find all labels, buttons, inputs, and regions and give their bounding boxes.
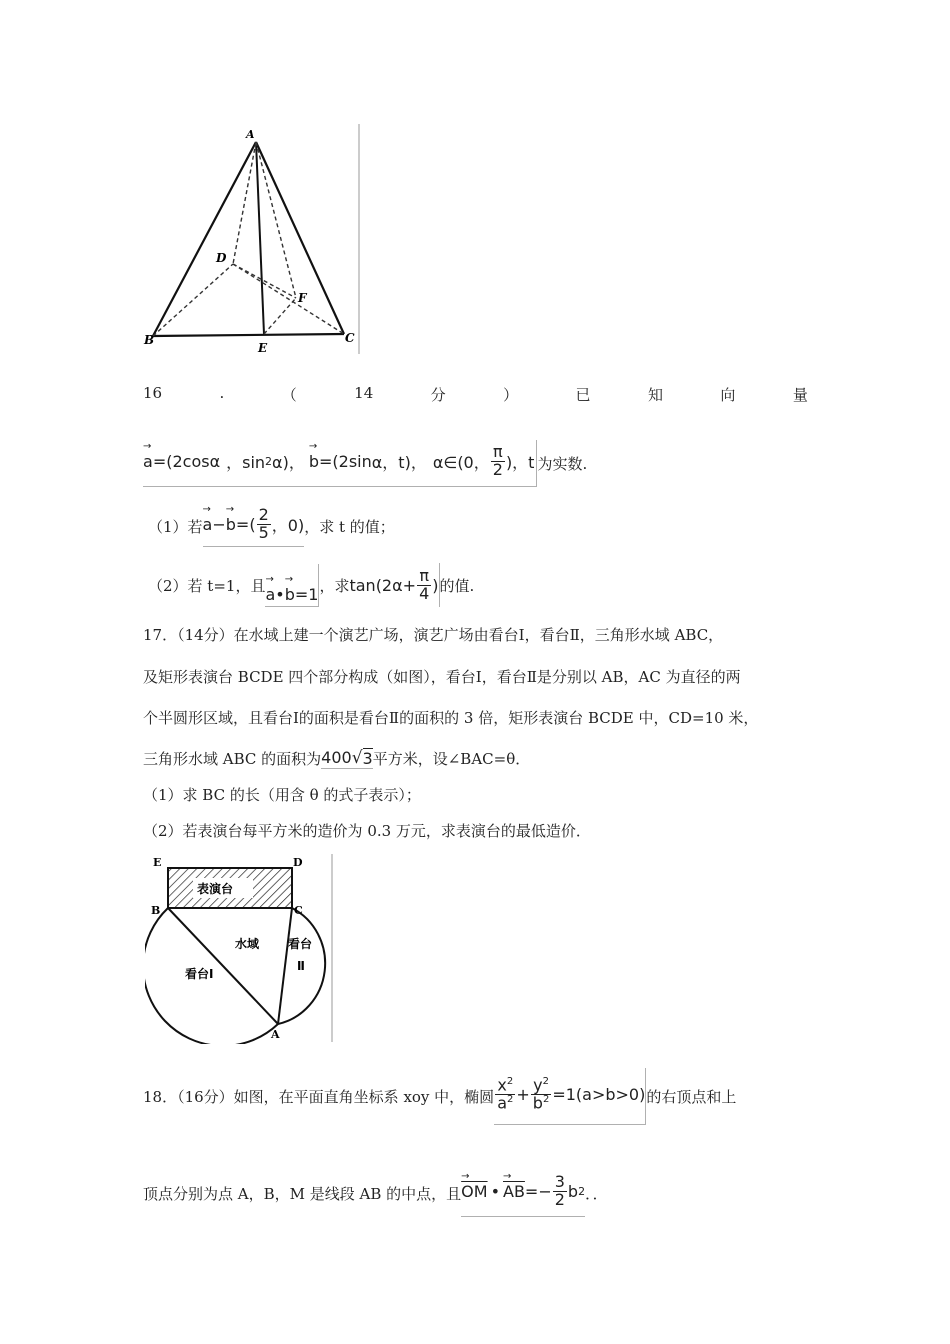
b-var: b <box>567 1182 579 1201</box>
q16-part1-equation <box>203 506 305 547</box>
tail-text: 为实数. <box>537 454 588 473</box>
eq-tail: =1(a>b>0) <box>552 1085 646 1104</box>
q17-part2: （2）若表演台每平方米的造价为 0.3 万元，求表演台的最低造价． <box>143 822 591 840</box>
fraction-pi-over-2 <box>491 444 505 479</box>
stand2-label-top: 看台 <box>288 937 313 951</box>
vec-a-expr: =(2cos <box>152 452 210 471</box>
q17-line1: 17．（14分）在水域上建一个演艺广场，演艺广场由看台Ⅰ，看台Ⅱ，三角形水域 ABC， <box>143 626 724 644</box>
stage-diagram <box>145 852 335 1044</box>
p2-four: 4 <box>419 583 430 603</box>
q18-suffix: 的右顶点和上 <box>646 1087 737 1106</box>
q16-header-6: 已 <box>575 386 591 404</box>
b2-den <box>531 1095 552 1112</box>
q18-line2-suffix: ．． <box>585 1184 608 1203</box>
tetrahedron-diagram <box>140 122 360 356</box>
vec-ab <box>503 1182 525 1201</box>
q18-line2-prefix: 顶点分别为点 A，B，M 是线段 AB 的中点，且 <box>143 1184 462 1203</box>
q18-prefix: 18．（16分）如图，在平面直角坐标系 xoy 中，椭圆 <box>143 1087 495 1106</box>
dot: • <box>490 1182 500 1201</box>
tetrahedron-figure <box>140 122 360 356</box>
p1-num: 2 <box>258 505 269 525</box>
q16-header <box>143 384 808 405</box>
x2-num <box>495 1077 515 1095</box>
label-E: E <box>153 856 162 869</box>
stage-label: 表演台 <box>197 882 234 896</box>
label-B: B <box>151 904 161 917</box>
q16-part2 <box>148 563 474 607</box>
q17-line2: 及矩形表演台 BCDE 四个部分构成（如图），看台Ⅰ，看台Ⅱ是分别以 AB，AC 为直径的两 <box>143 668 741 686</box>
alpha-2: α)， <box>272 453 305 472</box>
q17-line3: 个半圆形区域，且看台Ⅰ的面积是看台Ⅱ的面积的 3 倍，矩形表演台 BCDE 中，CD=10 米， <box>143 709 759 727</box>
label-A: A <box>271 1028 280 1041</box>
ab-text: $\overline{AB}$ <box>503 1182 525 1201</box>
p1-den: 5 <box>258 523 269 542</box>
q16-header-0: 16 <box>143 384 163 402</box>
y-var: y <box>533 1075 543 1095</box>
a-sup: 2 <box>507 1094 514 1105</box>
q16-header-8: 向 <box>720 386 736 404</box>
label-A: A <box>246 128 255 141</box>
two: 2 <box>554 1190 565 1209</box>
eq-minus: =− <box>524 1182 552 1201</box>
y2-num <box>531 1077 552 1095</box>
ellipse-equation <box>494 1068 646 1125</box>
q17-line4-prefix: 三角形水域 ABC 的面积为 <box>143 749 322 768</box>
plus: + <box>516 1085 530 1104</box>
p2-vec-b: → b <box>285 585 295 604</box>
fraction-y2-over-b2 <box>531 1077 552 1112</box>
b-var: b <box>532 1093 543 1113</box>
label-D: D <box>293 856 303 869</box>
sqrt-3: 3 <box>362 748 373 768</box>
label-C: C <box>345 331 355 345</box>
stand2-label-bottom: Ⅱ <box>297 959 305 973</box>
q16-part2-mid: ，求 <box>319 576 350 595</box>
q16-vector-equation <box>143 440 537 487</box>
a-var: a <box>497 1093 507 1113</box>
three: 3 <box>554 1172 565 1192</box>
q16-header-7: 知 <box>647 386 663 404</box>
dot-product-equation <box>461 1170 585 1217</box>
p1-eq: =( <box>235 515 256 534</box>
fraction-x2-over-a2 <box>495 1077 515 1112</box>
a2-den <box>495 1095 515 1112</box>
stand1-label: 看台Ⅰ <box>185 967 214 981</box>
label-C: C <box>294 904 303 917</box>
q16-header-1: . <box>219 384 225 402</box>
q18-line1 <box>143 1068 736 1124</box>
vector-b: → b <box>309 452 319 471</box>
vector-a: → a <box>143 452 153 471</box>
q16-header-9: 量 <box>792 386 808 404</box>
q16-header-2: （ <box>281 386 297 404</box>
water-label: 水域 <box>235 937 260 951</box>
q17-part1: （1）求 BC 的长（用含 θ 的式子表示）； <box>143 786 421 804</box>
area-400: 400 <box>321 748 352 767</box>
q16-vectors-line <box>143 440 587 486</box>
frac-den: 2 <box>492 460 503 479</box>
stage-figure <box>145 852 335 1044</box>
label-E: E <box>258 341 268 355</box>
vec-b-expr: =(2sin <box>319 452 372 471</box>
alpha-4: α∈(0， <box>432 453 490 472</box>
q16-header-5: ） <box>503 386 519 404</box>
fraction-2-over-5 <box>257 507 271 542</box>
q16-part2-prefix: （2）若 t=1，且 <box>148 576 266 595</box>
om-text: $\overline{OM}$ <box>461 1182 488 1201</box>
p1-vec-a: → a <box>203 515 213 534</box>
q16-part2-tan-expression <box>349 563 439 607</box>
x-var: x <box>497 1075 507 1095</box>
p1-end: ，0) <box>271 516 305 535</box>
alpha-3: α，t)， <box>371 453 427 472</box>
tail-t: )，t <box>505 453 535 472</box>
q16-header-3: 14 <box>354 384 374 402</box>
sqrt-sign: √ <box>351 747 363 768</box>
fraction-3-over-2 <box>553 1174 567 1209</box>
label-F: F <box>298 291 307 305</box>
y-sup: 2 <box>542 1075 549 1087</box>
p2-vec-a: → a <box>265 585 275 604</box>
q17-line4-suffix: 平方米，设∠BAC=θ． <box>372 749 531 768</box>
q17-line4 <box>143 744 530 772</box>
label-B: B <box>144 333 155 347</box>
fraction-pi-over-4 <box>417 565 431 603</box>
b-square: 2 <box>578 1185 586 1198</box>
comma-sin: ，sin <box>226 453 266 472</box>
frac-num: π <box>491 444 505 462</box>
p1-vec-b: → b <box>226 515 236 534</box>
p2-dot: • <box>275 584 285 604</box>
q18-line2 <box>143 1170 608 1216</box>
alpha-1: α <box>209 452 221 471</box>
q16-part2-suffix: 的值. <box>439 576 475 595</box>
p2-tan: tan(2α+ <box>349 575 417 595</box>
q16-header-4: 分 <box>430 386 446 404</box>
q16-part1-suffix: ，求 t 的值； <box>304 517 395 536</box>
sup-2: 2 <box>265 455 273 468</box>
x-sup: 2 <box>506 1075 514 1087</box>
p2-close: ) <box>432 575 439 595</box>
label-D: D <box>216 251 227 265</box>
p2-pi: π <box>417 568 431 586</box>
q16-part1-prefix: （1）若 <box>148 517 203 536</box>
p1-minus: − <box>212 515 226 534</box>
b-sup: 2 <box>542 1094 550 1105</box>
p2-eq: =1 <box>294 584 319 604</box>
q16-part1 <box>148 506 395 546</box>
vec-om <box>461 1182 487 1201</box>
area-value <box>321 748 373 769</box>
q16-part2-dot-equation <box>265 564 319 607</box>
